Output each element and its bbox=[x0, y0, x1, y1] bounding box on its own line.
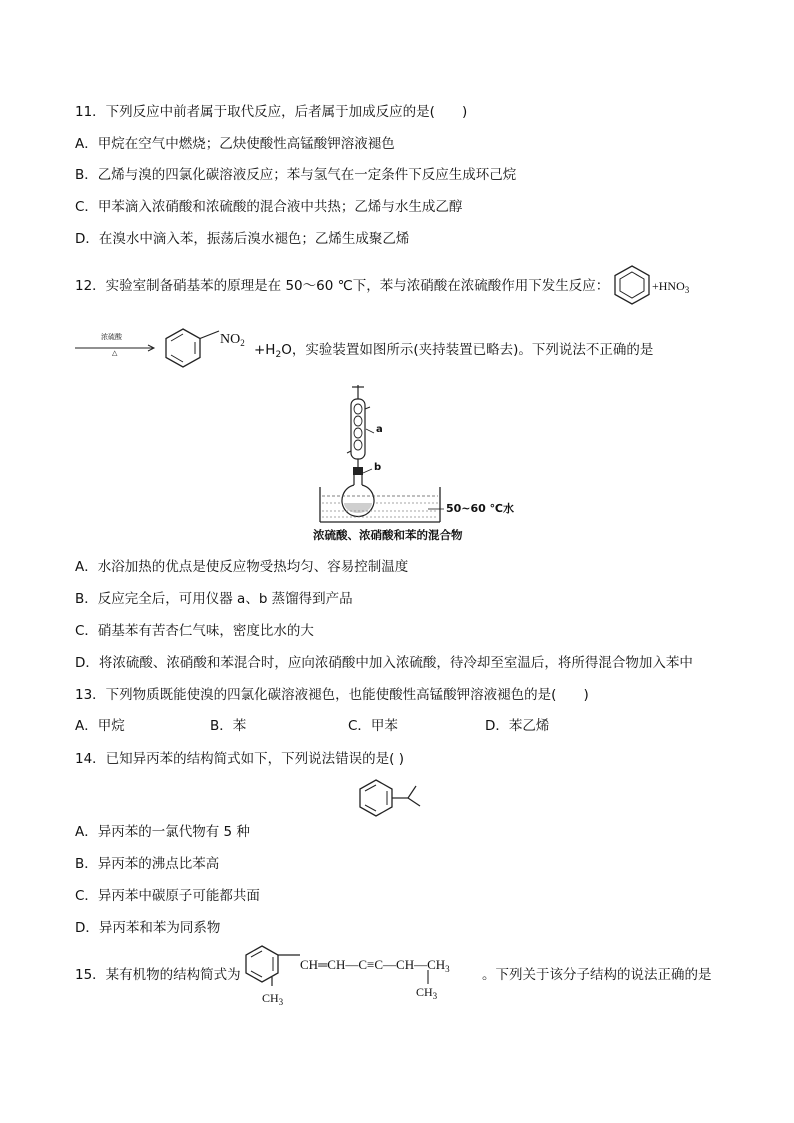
q12-option-c: C．硝基苯有苦杏仁气味，密度比水的大 bbox=[75, 623, 314, 639]
q15-ring-ch3: $CH_3$ bbox=[262, 991, 284, 1007]
q15-branch-ch3: $CH_3$ bbox=[416, 985, 438, 1001]
q13-option-c: C．甲苯 bbox=[348, 718, 398, 734]
q12-stem-text: 12．实验室制备硝基苯的原理是在 50～60 ℃下，苯与浓硝酸在浓硫酸作用下发生反应： bbox=[75, 278, 610, 294]
q12-option-b: B．反应完全后，可用仪器 a、b 蒸馏得到产品 bbox=[75, 591, 353, 607]
q15-stem-end: 。下列关于该分子结构的说法正确的是 bbox=[482, 967, 712, 983]
q12-option-a: A．水浴加热的优点是使反应物受热均匀、容易控制温度 bbox=[75, 559, 409, 575]
arrow-condition-top: 浓硫酸 bbox=[101, 333, 122, 341]
q14-option-a: A．异丙苯的一氯代物有 5 种 bbox=[75, 824, 250, 840]
q11-option-c: C．甲苯滴入浓硝酸和浓硫酸的混合液中共热；乙烯与水生成乙醇 bbox=[75, 199, 463, 215]
q13-option-d: D．苯乙烯 bbox=[485, 718, 550, 734]
q14-option-b: B．异丙苯的沸点比苯高 bbox=[75, 856, 220, 872]
q13-option-a: A．甲烷 bbox=[75, 718, 125, 734]
no2-group: $NO_2$ bbox=[220, 332, 245, 348]
isopropylbenzene-structure-icon bbox=[358, 778, 434, 818]
q14-option-c: C．异丙苯中碳原子可能都共面 bbox=[75, 888, 260, 904]
q13-option-b: B．苯 bbox=[210, 718, 247, 734]
nitrobenzene-structure-icon bbox=[163, 327, 223, 371]
apparatus-label-b: b bbox=[374, 462, 382, 473]
apparatus-caption: 浓硫酸、浓硝酸和苯的混合物 bbox=[313, 528, 463, 542]
benzene-reactant-icon bbox=[612, 264, 652, 306]
q15-side-chain: $CH═CH—C\equiv C—CH—CH_3$ bbox=[300, 957, 450, 974]
q13-stem: 13．下列物质既能使溴的四氯化碳溶液褪色，也能使酸性高锰酸钾溶液褪色的是( ) bbox=[75, 687, 589, 703]
water-bath-label: 50~60 ℃水 bbox=[446, 502, 514, 515]
q14-option-d: D．异丙苯和苯为同系物 bbox=[75, 920, 221, 936]
q11-option-d: D．在溴水中滴入苯，振荡后溴水褪色；乙烯生成聚乙烯 bbox=[75, 231, 410, 247]
hno3-formula: $+HNO_3$ bbox=[652, 279, 690, 295]
q12-stem-line1 bbox=[75, 276, 609, 296]
q15-stem-start: 15．某有机物的结构简式为 bbox=[75, 967, 241, 983]
q11-stem: 11．下列反应中前者属于取代反应，后者属于加成反应的是( ) bbox=[75, 104, 468, 120]
arrow-condition-bottom: △ bbox=[112, 349, 118, 357]
q11-option-b: B．乙烯与溴的四氯化碳溶液反应；苯与氢气在一定条件下反应生成环己烷 bbox=[75, 167, 517, 183]
q15-ring-icon bbox=[242, 944, 302, 990]
q14-stem: 14．已知异丙苯的结构简式如下，下列说法错误的是( ) bbox=[75, 751, 405, 767]
q11-option-a: A．甲烷在空气中燃烧；乙炔使酸性高锰酸钾溶液褪色 bbox=[75, 136, 395, 152]
apparatus-label-a: a bbox=[376, 424, 383, 435]
q12-option-d: D．将浓硫酸、浓硝酸和苯混合时，应向浓硝酸中加入浓硫酸，待冷却至室温后，将所得混合物加入苯中 bbox=[75, 655, 693, 671]
q12-stem-line2: $+H_2O$，实验装置如图所示(夹持装置已略去)。下列说法不正确的是 bbox=[254, 342, 654, 360]
